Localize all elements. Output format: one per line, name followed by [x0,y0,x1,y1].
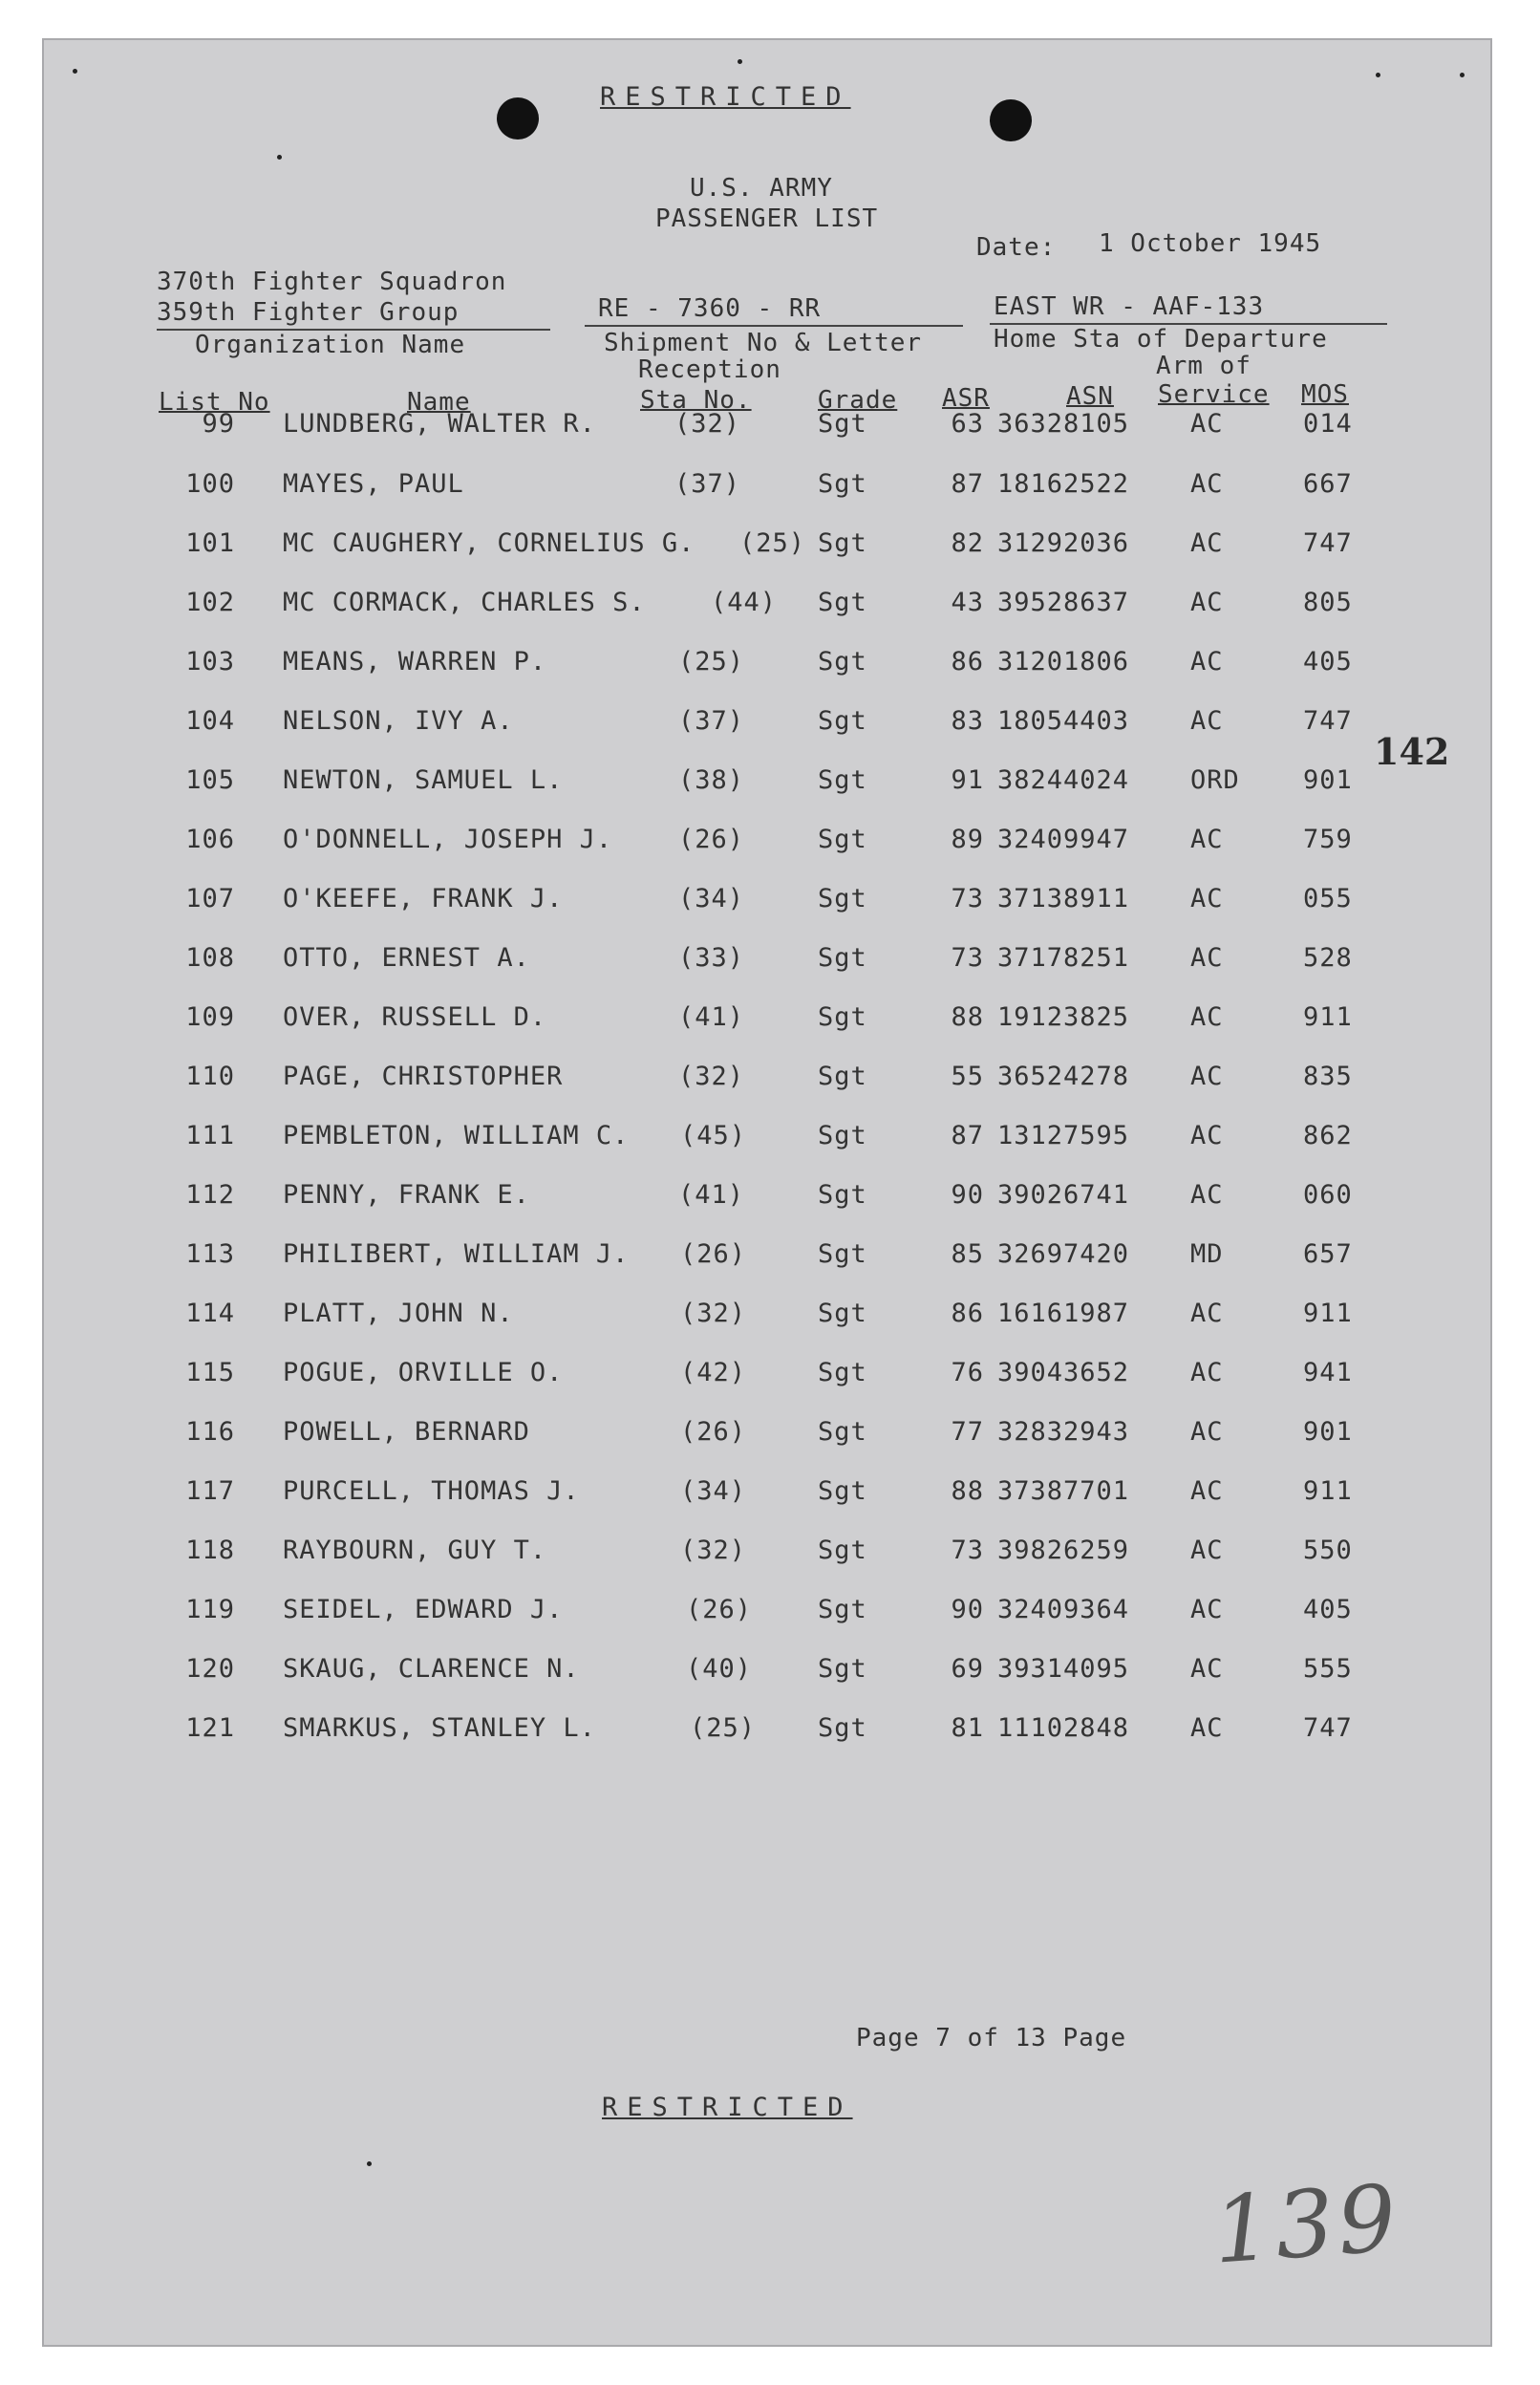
arm-of-caption: Arm of [1156,352,1251,380]
table-row [44,1358,1490,1396]
mos: 911 [1303,1476,1353,1506]
asr: 90 [951,1180,984,1210]
org-line-2: 359th Fighter Group [157,298,460,327]
arm-of-service: AC [1190,1536,1224,1565]
sta-no: (32) [680,1536,747,1565]
grade: Sgt [818,1713,867,1743]
mos: 014 [1303,409,1353,439]
asn: 36524278 [997,1062,1130,1091]
list-no: 119 [185,1595,235,1624]
sta-no: (34) [678,884,745,913]
list-no: 114 [185,1299,235,1328]
arm-of-service: AC [1190,1713,1224,1743]
mos: 805 [1303,588,1353,617]
org-caption: Organization Name [195,331,466,359]
list-no: 110 [185,1062,235,1091]
sta-no: (44) [711,588,778,617]
passenger-name: NEWTON, SAMUEL L. [283,765,564,795]
asr: 87 [951,469,984,499]
arm-of-service: AC [1190,1299,1224,1328]
mos: 941 [1303,1358,1353,1387]
asr: 91 [951,765,984,795]
arm-of-service: AC [1190,409,1224,439]
mos: 555 [1303,1654,1353,1684]
sta-no: (38) [678,765,745,795]
sta-no: (26) [686,1595,753,1624]
sta-no: (26) [680,1239,747,1269]
grade: Sgt [818,1654,867,1684]
grade: Sgt [818,1002,867,1032]
mos: 055 [1303,884,1353,913]
asn: 39314095 [997,1654,1130,1684]
asn: 13127595 [997,1121,1130,1150]
mos: 405 [1303,647,1353,677]
mos: 759 [1303,825,1353,854]
list-no: 103 [185,647,235,677]
mos: 911 [1303,1299,1353,1328]
col-header-asn: ASN [1066,382,1114,411]
mos: 060 [1303,1180,1353,1210]
col-header-name: Name [407,388,471,417]
table-row [44,1654,1490,1692]
mos: 901 [1303,1417,1353,1447]
table-row [44,765,1490,804]
grade: Sgt [818,1239,867,1269]
arm-of-service: AC [1190,469,1224,499]
asr: 81 [951,1713,984,1743]
passenger-name: OVER, RUSSELL D. [283,1002,547,1032]
grade: Sgt [818,1121,867,1150]
grade: Sgt [818,528,867,558]
passenger-name: PURCELL, THOMAS J. [283,1476,580,1506]
arm-of-service: AC [1190,1358,1224,1387]
asn: 39026741 [997,1180,1130,1210]
list-no: 112 [185,1180,235,1210]
passenger-name: PLATT, JOHN N. [283,1299,514,1328]
passenger-name: MC CAUGHERY, CORNELIUS G. [283,528,695,558]
col-header-list-no: List No [159,388,270,417]
grade: Sgt [818,1180,867,1210]
table-row [44,1476,1490,1515]
asr: 88 [951,1476,984,1506]
list-no: 102 [185,588,235,617]
asr: 77 [951,1417,984,1447]
col-header-service: Service [1158,380,1270,409]
table-row [44,884,1490,922]
asr: 43 [951,588,984,617]
table-row [44,1180,1490,1218]
org-line-1: 370th Fighter Squadron [157,268,507,296]
sta-no: (25) [678,647,745,677]
table-row [44,1417,1490,1455]
asr: 73 [951,943,984,973]
table-row [44,706,1490,744]
mos: 835 [1303,1062,1353,1091]
passenger-name: PAGE, CHRISTOPHER [283,1062,564,1091]
grade: Sgt [818,706,867,736]
sta-no: (37) [678,706,745,736]
arm-of-service: AC [1190,825,1224,854]
grade: Sgt [818,409,867,439]
mos: 550 [1303,1536,1353,1565]
mos: 747 [1303,706,1353,736]
arm-of-service: AC [1190,884,1224,913]
asr: 88 [951,1002,984,1032]
grade: Sgt [818,825,867,854]
asn: 19123825 [997,1002,1130,1032]
grade: Sgt [818,1595,867,1624]
sta-no: (25) [690,1713,757,1743]
arm-of-service: ORD [1190,765,1240,795]
asn: 11102848 [997,1713,1130,1743]
sta-no: (41) [678,1002,745,1032]
col-header-asr: ASR [942,384,990,413]
title-line-1: U.S. ARMY [690,174,833,203]
asr: 89 [951,825,984,854]
asn: 39528637 [997,588,1130,617]
sta-no: (26) [680,1417,747,1447]
asn: 37138911 [997,884,1130,913]
sta-no: (37) [674,469,741,499]
passenger-name: POWELL, BERNARD [283,1417,530,1447]
asn: 37387701 [997,1476,1130,1506]
table-row [44,1239,1490,1278]
asr: 82 [951,528,984,558]
sta-no: (26) [678,825,745,854]
reception-caption: Reception [638,355,781,384]
passenger-name: SMARKUS, STANLEY L. [283,1713,596,1743]
asn: 16161987 [997,1299,1130,1328]
passenger-name: PHILIBERT, WILLIAM J. [283,1239,630,1269]
asn: 39043652 [997,1358,1130,1387]
arm-of-service: AC [1190,706,1224,736]
asn: 32409364 [997,1595,1130,1624]
passenger-name: SKAUG, CLARENCE N. [283,1654,580,1684]
asr: 76 [951,1358,984,1387]
list-no: 115 [185,1358,235,1387]
asn: 39826259 [997,1536,1130,1565]
asn: 18054403 [997,706,1130,736]
arm-of-service: AC [1190,1654,1224,1684]
table-row [44,647,1490,685]
asn: 18162522 [997,469,1130,499]
table-row [44,1002,1490,1041]
passenger-table [44,40,1490,2345]
list-no: 117 [185,1476,235,1506]
asn: 32409947 [997,825,1130,854]
mos: 747 [1303,1713,1353,1743]
date-value: 1 October 1945 [1099,229,1322,258]
list-no: 101 [185,528,235,558]
grade: Sgt [818,1299,867,1328]
list-no: 108 [185,943,235,973]
asr: 86 [951,1299,984,1328]
sta-no: (45) [680,1121,747,1150]
passenger-name: PENNY, FRANK E. [283,1180,530,1210]
asr: 90 [951,1595,984,1624]
grade: Sgt [818,1536,867,1565]
asr: 69 [951,1654,984,1684]
passenger-name: PEMBLETON, WILLIAM C. [283,1121,630,1150]
mos: 911 [1303,1002,1353,1032]
list-no: 120 [185,1654,235,1684]
arm-of-service: AC [1190,1180,1224,1210]
asr: 86 [951,647,984,677]
list-no: 121 [185,1713,235,1743]
sta-no: (34) [680,1476,747,1506]
table-row [44,409,1490,447]
arm-of-service: AC [1190,588,1224,617]
passenger-name: RAYBOURN, GUY T. [283,1536,547,1565]
table-row [44,1121,1490,1159]
passenger-name: SEIDEL, EDWARD J. [283,1595,564,1624]
sta-no: (40) [686,1654,753,1684]
table-row [44,588,1490,626]
list-no: 107 [185,884,235,913]
grade: Sgt [818,765,867,795]
table-row [44,469,1490,507]
arm-of-service: AC [1190,1062,1224,1091]
list-no: 99 [202,409,235,439]
asn: 32832943 [997,1417,1130,1447]
col-header-sta-no: Sta No. [640,386,752,415]
handwritten-page-number: 139 [1209,2164,1403,2285]
asr: 73 [951,884,984,913]
passenger-name: MEANS, WARREN P. [283,647,547,677]
grade: Sgt [818,1476,867,1506]
page-indicator: Page 7 of 13 Page [856,2024,1127,2052]
arm-of-service: MD [1190,1239,1224,1269]
mos: 528 [1303,943,1353,973]
top-restricted-marking: RESTRICTED [600,82,851,112]
sta-no: (32) [678,1062,745,1091]
grade: Sgt [818,1358,867,1387]
grade: Sgt [818,884,867,913]
grade: Sgt [818,469,867,499]
col-header-mos: MOS [1301,380,1349,409]
sta-no: (32) [680,1299,747,1328]
passenger-name: NELSON, IVY A. [283,706,514,736]
shipment-value: RE - 7360 - RR [598,294,822,323]
grade: Sgt [818,1417,867,1447]
asr: 73 [951,1536,984,1565]
asr: 55 [951,1062,984,1091]
table-row [44,1062,1490,1100]
document-sheet [42,38,1492,2347]
passenger-name: O'KEEFE, FRANK J. [283,884,564,913]
col-header-grade: Grade [818,386,898,415]
mos: 862 [1303,1121,1353,1150]
bottom-restricted-marking: RESTRICTED [602,2093,853,2122]
grade: Sgt [818,588,867,617]
mos: 901 [1303,765,1353,795]
list-no: 100 [185,469,235,499]
list-no: 109 [185,1002,235,1032]
title-line-2: PASSENGER LIST [655,204,879,233]
date-label: Date: [976,233,1057,262]
asn: 36328105 [997,409,1130,439]
asr: 87 [951,1121,984,1150]
sta-no: (32) [674,409,741,439]
list-no: 118 [185,1536,235,1565]
asn: 37178251 [997,943,1130,973]
arm-of-service: AC [1190,1476,1224,1506]
table-row [44,1536,1490,1574]
table-row [44,943,1490,981]
arm-of-service: AC [1190,1595,1224,1624]
table-row [44,1299,1490,1337]
asn: 31201806 [997,647,1130,677]
passenger-name: POGUE, ORVILLE O. [283,1358,564,1387]
asn: 32697420 [997,1239,1130,1269]
arm-of-service: AC [1190,528,1224,558]
sta-no: (25) [739,528,806,558]
mos: 657 [1303,1239,1353,1269]
grade: Sgt [818,943,867,973]
sta-no: (33) [678,943,745,973]
table-row [44,1595,1490,1633]
mos: 405 [1303,1595,1353,1624]
arm-of-service: AC [1190,647,1224,677]
list-no: 113 [185,1239,235,1269]
list-no: 104 [185,706,235,736]
list-no: 111 [185,1121,235,1150]
mos: 667 [1303,469,1353,499]
passenger-name: LUNDBERG, WALTER R. [283,409,596,439]
passenger-name: MC CORMACK, CHARLES S. [283,588,646,617]
arm-of-service: AC [1190,1417,1224,1447]
asr: 63 [951,409,984,439]
grade: Sgt [818,647,867,677]
passenger-name: MAYES, PAUL [283,469,464,499]
table-row [44,1713,1490,1751]
passenger-name: O'DONNELL, JOSEPH J. [283,825,613,854]
asn: 38244024 [997,765,1130,795]
table-row [44,528,1490,567]
sta-no: (42) [680,1358,747,1387]
list-no: 106 [185,825,235,854]
arm-of-service: AC [1190,943,1224,973]
list-no: 105 [185,765,235,795]
home-station-value: EAST WR - AAF-133 [994,292,1265,321]
sta-no: (41) [678,1180,745,1210]
shipment-caption: Shipment No & Letter [604,329,923,357]
asr: 83 [951,706,984,736]
home-station-caption: Home Sta of Departure [994,325,1328,354]
list-no: 116 [185,1417,235,1447]
passenger-name: OTTO, ERNEST A. [283,943,530,973]
stamped-page-number: 142 [1374,730,1450,773]
grade: Sgt [818,1062,867,1091]
asn: 31292036 [997,528,1130,558]
arm-of-service: AC [1190,1121,1224,1150]
asr: 85 [951,1239,984,1269]
mos: 747 [1303,528,1353,558]
arm-of-service: AC [1190,1002,1224,1032]
table-row [44,825,1490,863]
